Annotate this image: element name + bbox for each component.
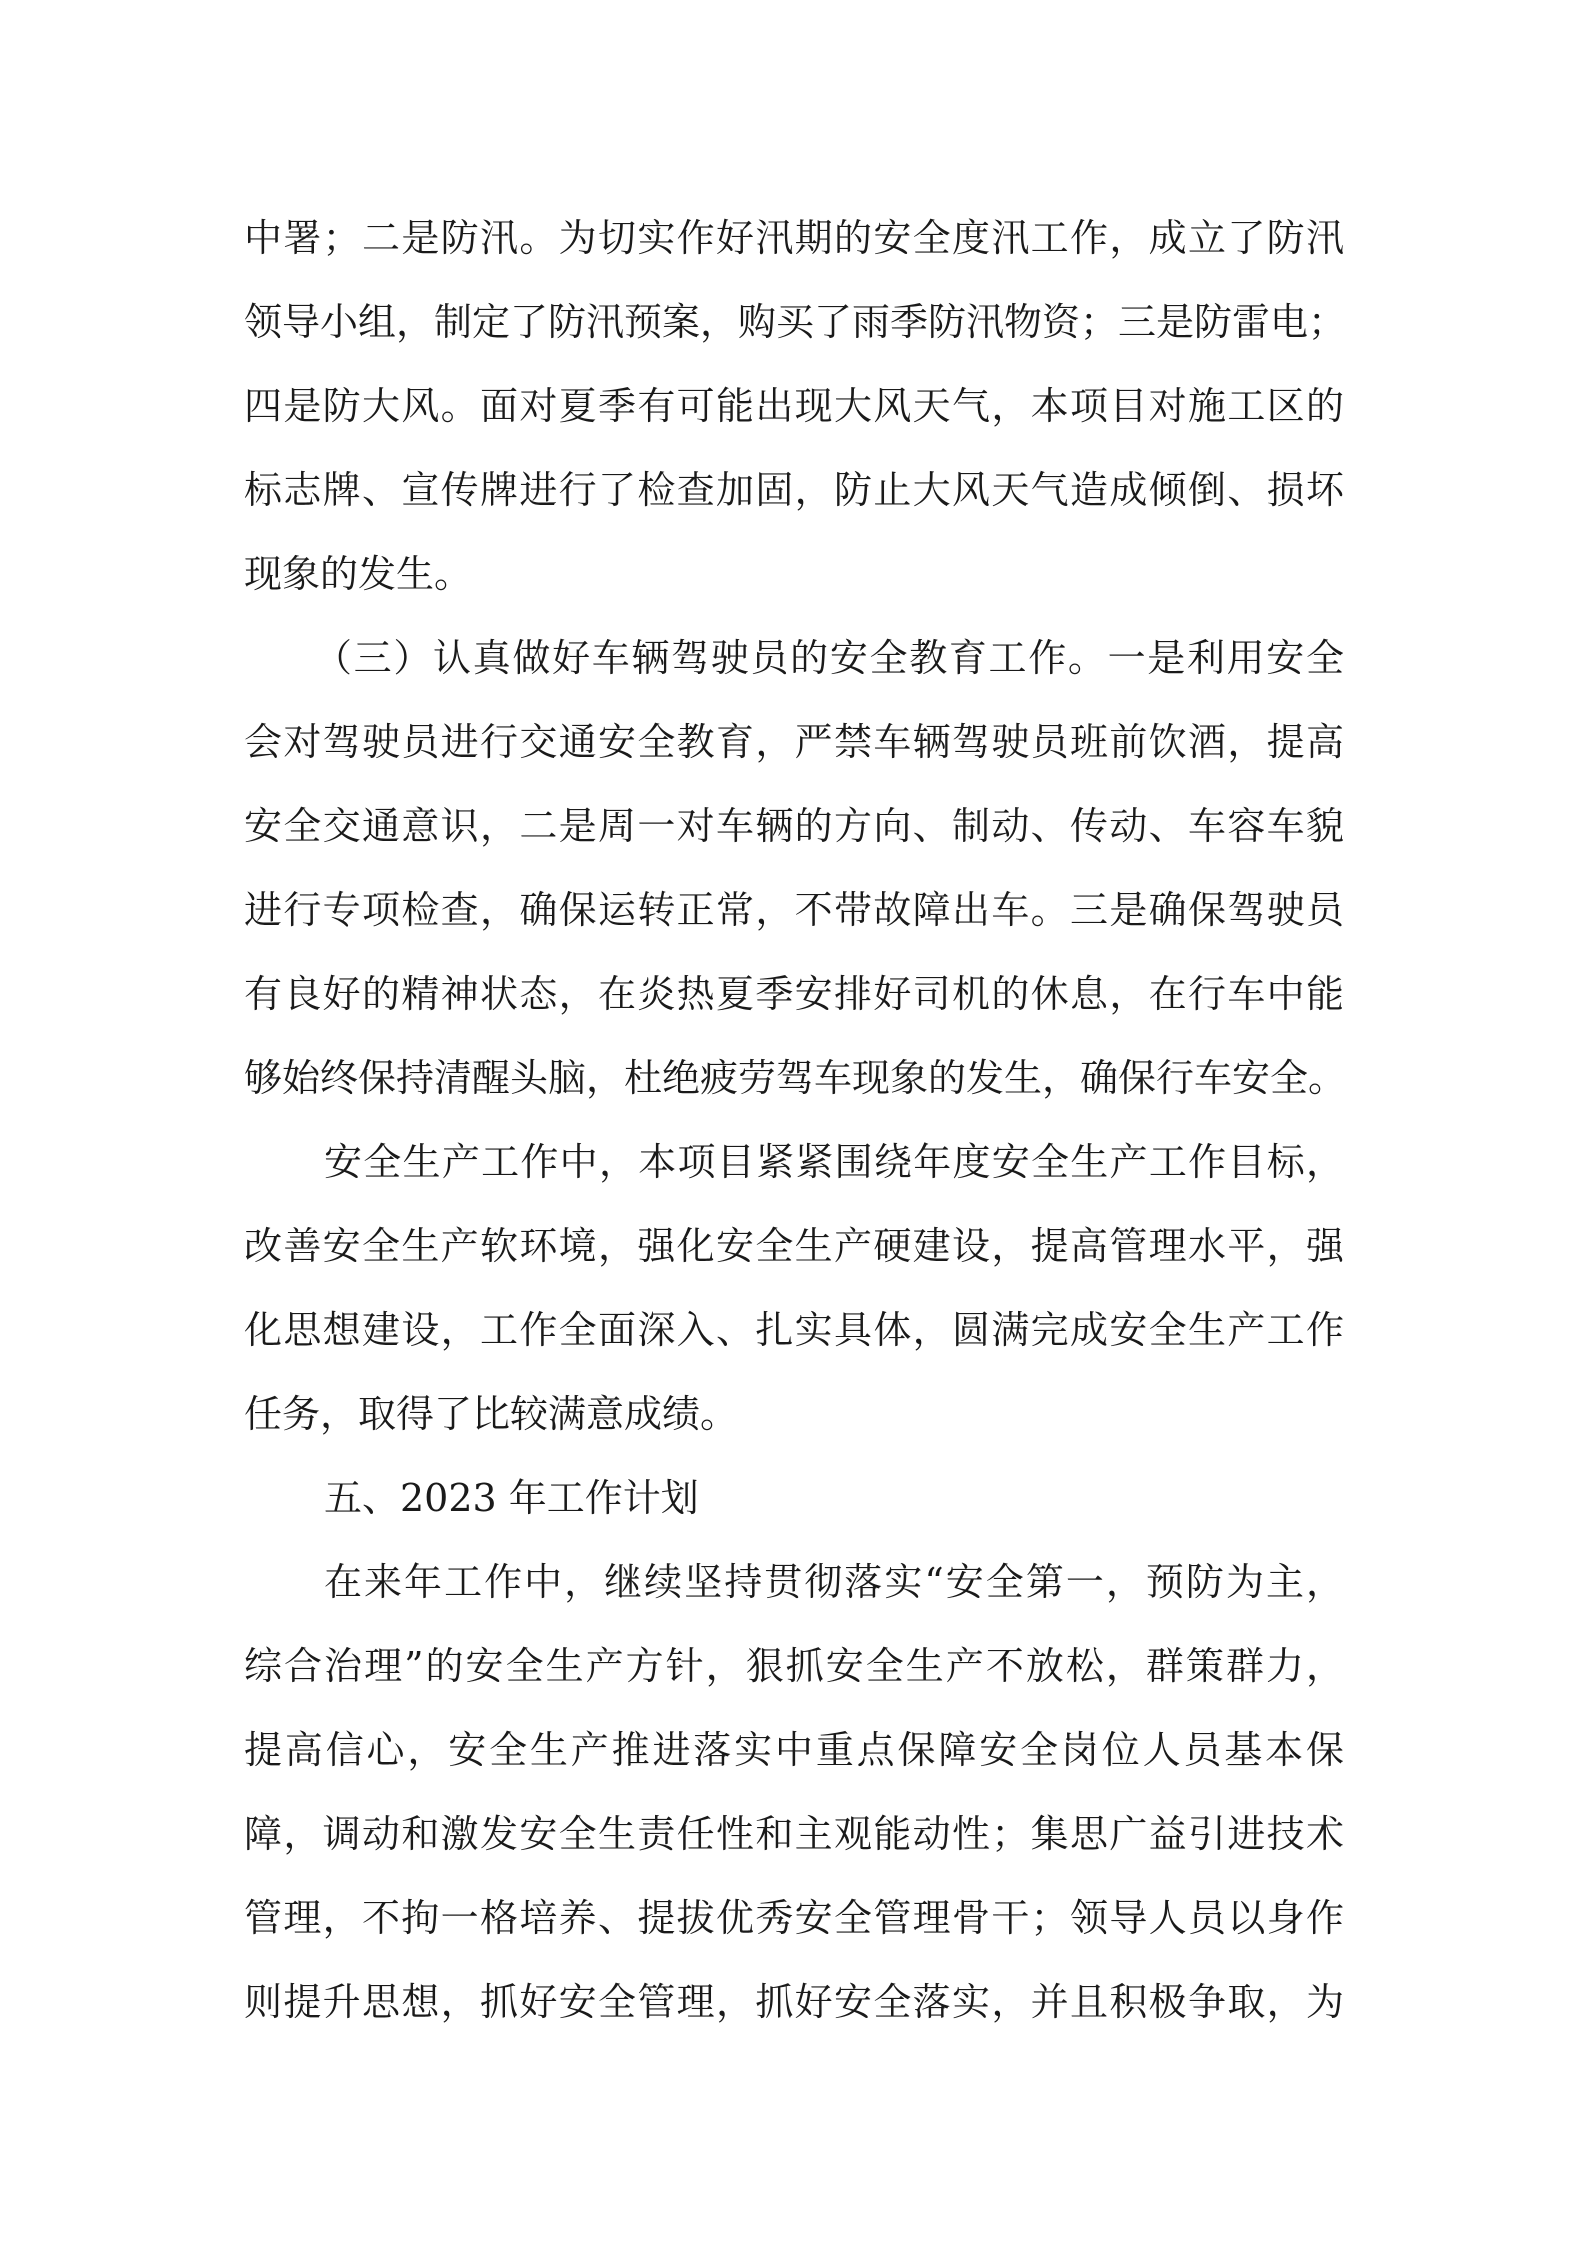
- text-line: 任务，取得了比较满意成绩。: [244, 1392, 739, 1436]
- text-line: 管理，不拘一格培养、提拔优秀安全管理骨干；领导人员以身作: [244, 1896, 1344, 1940]
- text-line: 领导小组，制定了防汛预案，购买了雨季防汛物资；三是防雷电；: [244, 300, 1347, 344]
- text-line: 够始终保持清醒头脑，杜绝疲劳驾车现象的发生，确保行车安全。: [244, 1056, 1347, 1100]
- text-line: 中署；二是防汛。为切实作好汛期的安全度汛工作，成立了防汛: [244, 216, 1344, 260]
- text-line: 则提升思想，抓好安全管理，抓好安全落实，并且积极争取，为: [244, 1980, 1344, 2024]
- text-line: 障，调动和激发安全生责任性和主观能动性；集思广益引进技术: [244, 1812, 1344, 1856]
- paragraph-summary: [244, 1120, 1344, 1456]
- text-line: 标志牌、宣传牌进行了检查加固，防止大风天气造成倾倒、损坏: [244, 468, 1344, 512]
- paragraph-flood-prevention: [244, 196, 1347, 616]
- text-line: 四是防大风。面对夏季有可能出现大风天气，本项目对施工区的: [244, 384, 1344, 428]
- text-line: 现象的发生。: [244, 552, 473, 596]
- text-line: 提高信心，安全生产推进落实中重点保障安全岗位人员基本保: [244, 1728, 1344, 1772]
- text-line: 有良好的精神状态，在炎热夏季安排好司机的休息，在行车中能: [244, 972, 1344, 1016]
- text-line: 安全生产工作中，本项目紧紧围绕年度安全生产工作目标，: [324, 1140, 1344, 1184]
- document-body: [244, 196, 1347, 2044]
- section-heading: [244, 1456, 1344, 1540]
- text-line: 化思想建设，工作全面深入、扎实具体，圆满完成安全生产工作: [244, 1308, 1344, 1352]
- text-line: 进行专项检查，确保运转正常，不带故障出车。三是确保驾驶员: [244, 888, 1344, 932]
- text-line: 安全交通意识，二是周一对车辆的方向、制动、传动、车容车貌: [244, 804, 1344, 848]
- text-line: 综合治理”的安全生产方针，狠抓安全生产不放松，群策群力，: [244, 1644, 1344, 1688]
- text-line: （三）认真做好车辆驾驶员的安全教育工作。一是利用安全: [314, 636, 1344, 680]
- text-line: 改善安全生产软环境，强化安全生产硬建设，提高管理水平，强: [244, 1224, 1344, 1268]
- text-line: 会对驾驶员进行交通安全教育，严禁车辆驾驶员班前饮酒，提高: [244, 720, 1344, 764]
- section-heading-text: 五、2023 年工作计划: [324, 1476, 699, 1520]
- text-line: 在来年工作中，继续坚持贯彻落实“安全第一，预防为主，: [324, 1560, 1344, 1604]
- paragraph-driver-safety: [244, 616, 1347, 1120]
- paragraph-work-plan: [244, 1540, 1344, 2044]
